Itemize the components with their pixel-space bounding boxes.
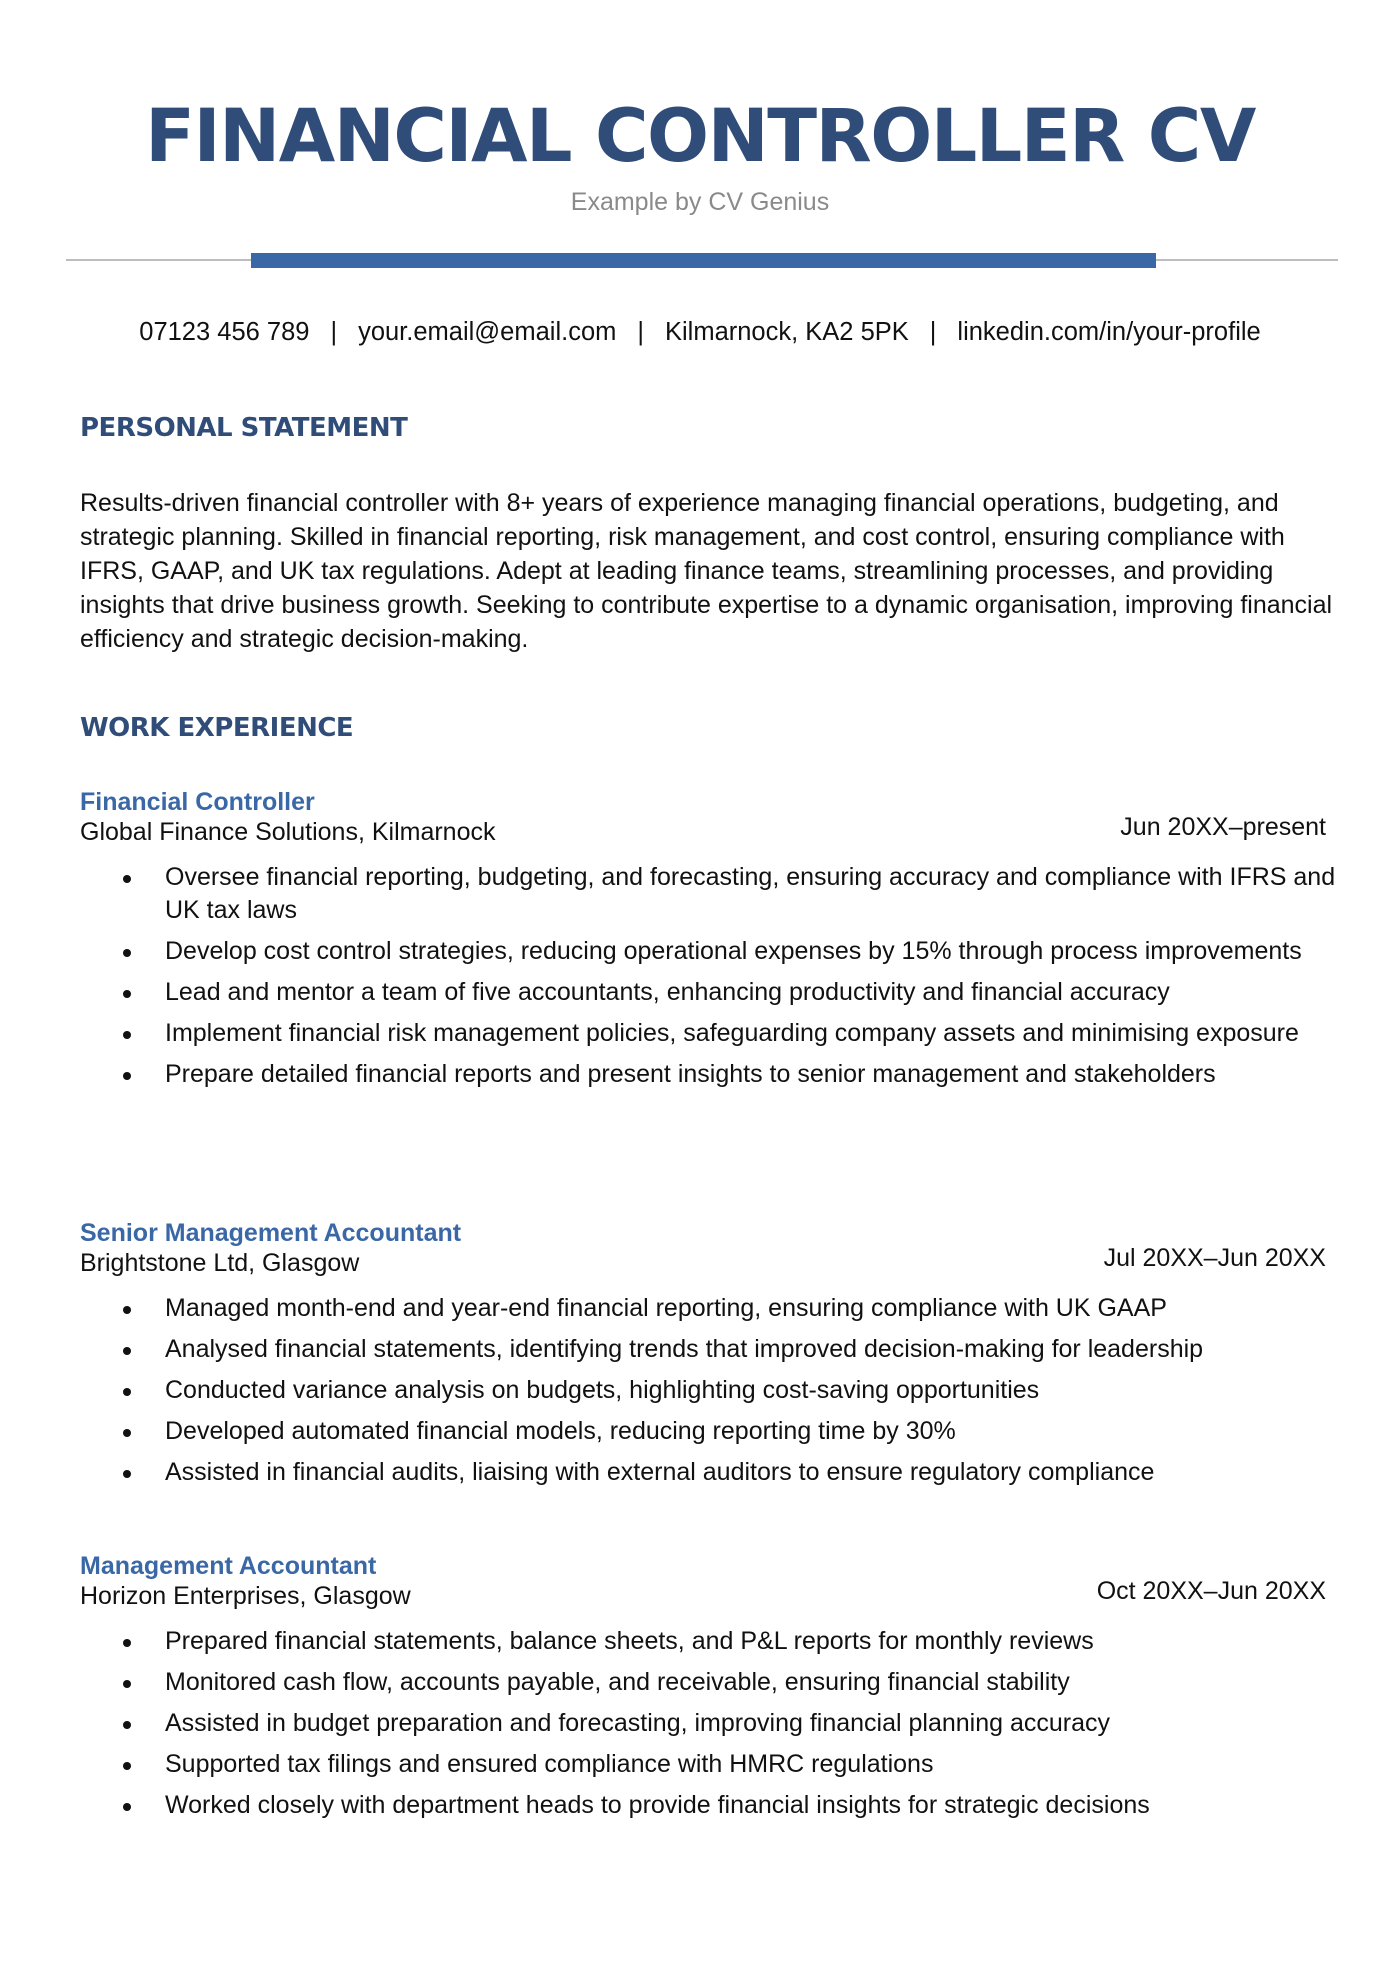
personal-statement-text: Results-driven financial controller with 8+ years of experience managing financial operations, budgeting, and strategic planning. Skilled in financial reporting, risk management, and cost control, ensuring compliance with IFRS, GAAP, and UK tax regulations. Adept at leading finance teams, streamlining processes, and providing insights that drive business growth. Seeking to contribute expertise to a dynamic organisation, improving financial efficiency and strategic decision-making. — [80, 489, 1333, 653]
bullet-text: Prepared financial statements, balance sheets, and P&L reports for monthly reviews — [165, 1627, 1094, 1655]
bullet-text: Assisted in budget preparation and forecasting, improving financial planning accuracy — [165, 1709, 1111, 1737]
cv-subtitle: Example by CV Genius — [570, 188, 830, 216]
cv-title: FINANCIAL CONTROLLER CV — [145, 94, 1255, 179]
job-entry — [80, 1218, 1326, 1497]
bullet-text: Assisted in financial audits, liaising with external auditors to ensure regulatory compliance — [165, 1458, 1155, 1486]
contact-separator: | — [637, 318, 644, 346]
contact-separator: | — [929, 318, 937, 346]
list-item — [80, 1707, 1345, 1740]
job-meta-row — [80, 1244, 1326, 1278]
bullet-text: Managed month-end and year-end financial reporting, ensuring compliance with UK GAAP — [165, 1294, 1167, 1322]
job-title: Management Accountant — [80, 1552, 377, 1580]
bullet-icon — [123, 1388, 131, 1396]
list-item — [80, 1333, 1345, 1366]
contact-line — [0, 318, 1400, 347]
contact-separator: | — [330, 318, 338, 346]
list-item — [80, 1058, 1345, 1091]
personal-statement-heading: PERSONAL STATEMENT — [80, 413, 408, 443]
job-dates: Oct 20XX–Jun 20XX — [1096, 1577, 1326, 1605]
bullet-icon — [123, 875, 131, 883]
job-meta-row — [80, 813, 1326, 847]
job-meta-row — [80, 1577, 1326, 1611]
list-item — [80, 1415, 1345, 1448]
list-item — [80, 935, 1345, 968]
bullet-icon — [123, 1803, 131, 1811]
bullet-icon — [123, 1680, 131, 1688]
bullet-text: Oversee financial reporting, budgeting, and forecasting, ensuring accuracy and compliance with IFRS and UK tax laws — [165, 863, 1336, 924]
list-item — [80, 1456, 1345, 1489]
list-item — [80, 976, 1345, 1009]
list-item — [80, 1625, 1345, 1658]
list-item — [80, 1748, 1345, 1781]
contact-location: Kilmarnock, KA2 5PK — [665, 318, 909, 346]
job-bullets — [80, 861, 1336, 1091]
list-item — [80, 1789, 1345, 1822]
job-company: Horizon Enterprises, Glasgow — [80, 1582, 411, 1610]
contact-phone: 07123 456 789 — [139, 318, 310, 346]
bullet-text: Supported tax filings and ensured compliance with HMRC regulations — [165, 1750, 934, 1778]
bullet-text: Worked closely with department heads to provide financial insights for strategic decisions — [165, 1791, 1150, 1819]
header-accent-bar — [251, 253, 1156, 268]
contact-email: your.email@email.com — [358, 318, 617, 346]
job-dates: Jul 20XX–Jun 20XX — [1103, 1244, 1326, 1272]
bullet-icon — [123, 1429, 131, 1437]
bullet-icon — [123, 1031, 131, 1039]
list-item — [80, 1666, 1345, 1699]
bullet-icon — [123, 1470, 131, 1478]
bullet-text: Conducted variance analysis on budgets, highlighting cost-saving opportunities — [165, 1376, 1040, 1404]
bullet-icon — [123, 1721, 131, 1729]
job-title: Financial Controller — [80, 788, 315, 816]
job-bullets — [80, 1292, 1326, 1489]
job-company: Global Finance Solutions, Kilmarnock — [80, 818, 496, 846]
bullet-text: Implement financial risk management policies, safeguarding company assets and minimising exposure — [165, 1019, 1299, 1047]
bullet-text: Monitored cash flow, accounts payable, and receivable, ensuring financial stability — [165, 1668, 1070, 1696]
bullet-icon — [123, 990, 131, 998]
bullet-icon — [123, 1306, 131, 1314]
bullet-text: Lead and mentor a team of five accountants, enhancing productivity and financial accuracy — [165, 978, 1170, 1006]
bullet-text: Developed automated financial models, reducing reporting time by 30% — [165, 1417, 956, 1445]
bullet-icon — [123, 1762, 131, 1770]
bullet-icon — [123, 1347, 131, 1355]
list-item — [80, 1017, 1345, 1050]
bullet-text: Analysed financial statements, identifying trends that improved decision-making for leadership — [165, 1335, 1204, 1363]
contact-linkedin: linkedin.com/in/your-profile — [957, 318, 1261, 346]
job-company: Brightstone Ltd, Glasgow — [80, 1249, 360, 1277]
bullet-text: Develop cost control strategies, reducing operational expenses by 15% through process improvements — [165, 937, 1302, 965]
list-item — [80, 1374, 1345, 1407]
bullet-icon — [123, 1639, 131, 1647]
bullet-text: Prepare detailed financial reports and present insights to senior management and stakeholders — [165, 1060, 1216, 1088]
work-experience-heading: WORK EXPERIENCE — [80, 713, 354, 743]
list-item — [80, 861, 1345, 927]
job-bullets — [80, 1625, 1326, 1822]
bullet-icon — [123, 949, 131, 957]
job-entry — [80, 1551, 1326, 1830]
job-dates: Jun 20XX–present — [1120, 813, 1326, 841]
list-item — [80, 1292, 1345, 1325]
job-title: Senior Management Accountant — [80, 1219, 462, 1247]
job-entry — [80, 787, 1336, 1099]
bullet-icon — [123, 1072, 131, 1080]
